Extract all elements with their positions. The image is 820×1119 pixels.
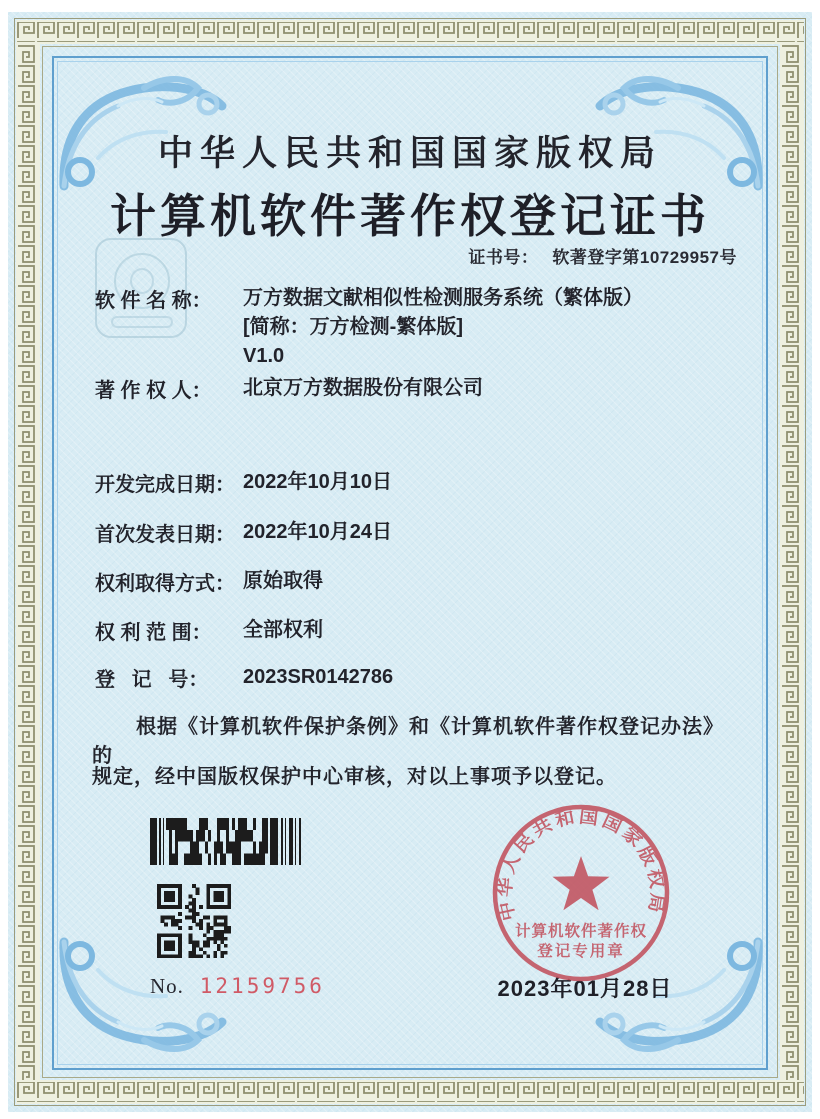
field-value: 北京万方数据股份有限公司 bbox=[243, 377, 483, 399]
pdf417-barcode-icon bbox=[150, 818, 302, 865]
field-row-rights-scope bbox=[95, 616, 323, 645]
field-label: 登 记 号： bbox=[95, 669, 209, 691]
field-row-software-name bbox=[95, 284, 643, 371]
statement-line-2: 规定，经中国版权保护中心审核，对以上事项予以登记。 bbox=[92, 766, 617, 788]
field-row-rights-acquisition bbox=[95, 567, 323, 596]
meander-border-top-icon bbox=[16, 20, 804, 44]
field-label: 著 作 权 人： bbox=[95, 380, 212, 402]
statement-line-1: 根据《计算机软件保护条例》和《计算机软件著作权登记办法》的 bbox=[92, 716, 724, 767]
certificate-title: 计算机软件著作权登记证书 bbox=[110, 191, 710, 242]
software-shortname-line: [简称：万方检测-繁体版] bbox=[243, 316, 463, 338]
authority-title: 中华人民共和国国家版权局 bbox=[157, 134, 662, 173]
qr-code-icon bbox=[157, 884, 231, 958]
field-value bbox=[243, 284, 643, 371]
field-value: 原始取得 bbox=[243, 570, 323, 592]
serial-line bbox=[150, 974, 325, 999]
meander-border-bottom-icon bbox=[16, 1080, 804, 1104]
software-name-line: 万方数据文献相似性检测服务系统（繁体版） bbox=[243, 287, 643, 309]
field-value: 2023SR0142786 bbox=[243, 666, 394, 688]
official-seal bbox=[486, 798, 676, 988]
field-label: 软 件 名 称： bbox=[95, 290, 212, 312]
field-value: 全部权利 bbox=[243, 619, 323, 641]
field-label: 首次发表日期： bbox=[95, 524, 235, 546]
field-value: 2022年10月10日 bbox=[243, 471, 392, 493]
field-value: 2022年10月24日 bbox=[243, 521, 392, 543]
seal-star-icon bbox=[553, 856, 610, 910]
serial-number: 12159756 bbox=[199, 974, 325, 998]
field-row-copyright-owner bbox=[95, 374, 483, 403]
certificate-number-label: 证书号： bbox=[468, 248, 539, 267]
field-row-registration-number bbox=[95, 663, 393, 692]
field-label: 权利取得方式： bbox=[95, 573, 235, 595]
field-label: 开发完成日期： bbox=[95, 474, 235, 496]
certificate-number-line bbox=[468, 243, 737, 268]
software-version-line: V1.0 bbox=[243, 345, 285, 367]
certificate-number-value: 软著登字第10729957号 bbox=[552, 248, 737, 267]
seal-line-2: 登记专用章 bbox=[537, 943, 625, 960]
serial-prefix: No. bbox=[150, 974, 184, 998]
field-row-first-publish-date bbox=[95, 518, 392, 547]
seal-line-1: 计算机软件著作权 bbox=[514, 923, 648, 940]
seal-ring-text: 中华人民共和国国家版权局 bbox=[494, 806, 668, 923]
field-row-dev-complete-date bbox=[95, 468, 392, 497]
issue-date: 2023年01月28日 bbox=[497, 976, 673, 1001]
field-label: 权 利 范 围： bbox=[95, 622, 212, 644]
